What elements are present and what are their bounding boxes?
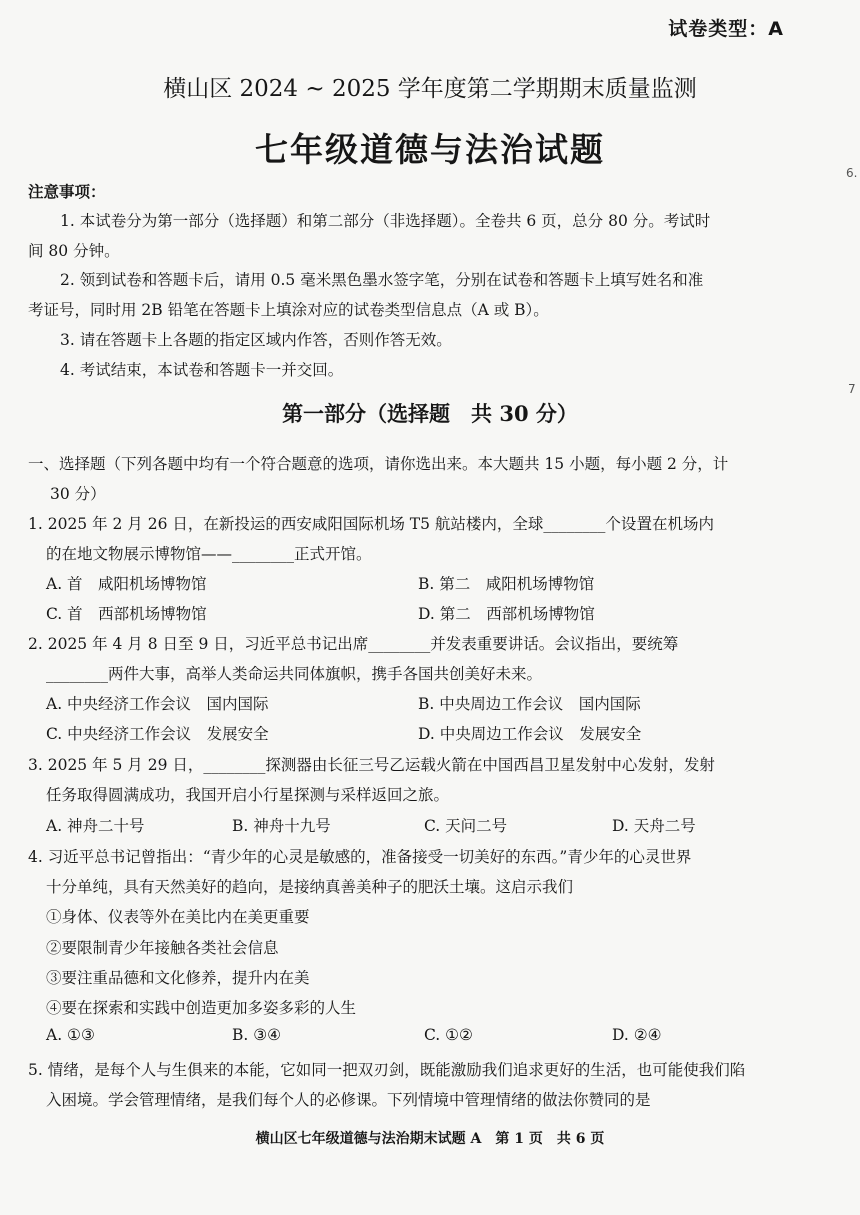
statement-item: ④要在探索和实践中创造更加多姿多彩的人生 bbox=[46, 999, 357, 1017]
instructions-line: 一、选择题（下列各题中均有一个符合题意的选项，请你选出来。本大题共 15 小题，每小题 2 分，计 bbox=[28, 455, 729, 473]
instructions-line: 30 分） bbox=[50, 485, 106, 503]
question-stem: 5. 情绪，是每个人与生俱来的本能，它如同一把双刃剑，既能激励我们追求更好的生活，也可能使我们陷 bbox=[28, 1061, 746, 1079]
note-line: 考证号，同时用 2B 铅笔在答题卡上填涂对应的试卷类型信息点（A 或 B）。 bbox=[28, 301, 549, 319]
note-line: 1. 本试卷分为第一部分（选择题）和第二部分（非选择题）。全卷共 6 页，总分 80 分。考试时 bbox=[60, 212, 711, 230]
paper-type-label: 试卷类型：A bbox=[668, 18, 784, 40]
question-stem: 入困境。学会管理情绪，是我们每个人的必修课。下列情境中管理情绪的做法你赞同的是 bbox=[46, 1091, 651, 1109]
question-stem: 任务取得圆满成功，我国开启小行星探测与采样返回之旅。 bbox=[46, 786, 450, 804]
option-d: D. ②④ bbox=[612, 1026, 662, 1044]
option-c: C. 中央经济工作会议 发展安全 bbox=[46, 725, 269, 743]
option-a: A. 首 咸阳机场博物馆 bbox=[46, 575, 207, 593]
option-b: B. ③④ bbox=[232, 1026, 282, 1044]
question-stem: 2. 2025 年 4 月 8 日至 9 日，习近平总书记出席________并发表重要讲话。会议指出，要统筹 bbox=[28, 635, 679, 653]
note-line: 3. 请在答题卡上各题的指定区域内作答，否则作答无效。 bbox=[60, 331, 452, 349]
question-stem: 3. 2025 年 5 月 29 日，________探测器由长征三号乙运载火箭在中国西昌卫星发射中心发射，发射 bbox=[28, 756, 715, 774]
option-d: D. 中央周边工作会议 发展安全 bbox=[418, 725, 642, 743]
statement-item: ③要注重品德和文化修养，提升内在美 bbox=[46, 969, 310, 987]
note-line: 4. 考试结束，本试卷和答题卡一并交回。 bbox=[60, 361, 344, 379]
note-line: 2. 领到试卷和答题卡后，请用 0.5 毫米黑色墨水签字笔，分别在试卷和答题卡上填写姓名和准 bbox=[60, 271, 704, 289]
option-d: D. 第二 西部机场博物馆 bbox=[418, 605, 595, 623]
question-stem: ________两件大事，高举人类命运共同体旗帜，携手各国共创美好未来。 bbox=[46, 665, 543, 683]
statement-item: ②要限制青少年接触各类社会信息 bbox=[46, 939, 279, 957]
section-title: 第一部分（选择题 共 30 分） bbox=[282, 401, 578, 426]
exam-title: 七年级道德与法治试题 bbox=[255, 130, 605, 169]
option-a: A. 神舟二十号 bbox=[46, 817, 145, 835]
option-d: D. 天舟二号 bbox=[612, 817, 696, 835]
note-line: 间 80 分钟。 bbox=[28, 242, 120, 260]
statement-item: ①身体、仪表等外在美比内在美更重要 bbox=[46, 908, 310, 926]
option-b: B. 神舟十九号 bbox=[232, 817, 331, 835]
option-b: B. 第二 咸阳机场博物馆 bbox=[418, 575, 595, 593]
margin-mark: 7 bbox=[848, 382, 856, 396]
option-a: A. 中央经济工作会议 国内国际 bbox=[46, 695, 269, 713]
option-a: A. ①③ bbox=[46, 1026, 95, 1044]
option-c: C. ①② bbox=[424, 1026, 473, 1044]
question-stem: 1. 2025 年 2 月 26 日，在新投运的西安咸阳国际机场 T5 航站楼内，全球________个设置在机场内 bbox=[28, 515, 714, 533]
page-footer: 横山区七年级道德与法治期末试题 A 第 1 页 共 6 页 bbox=[255, 1131, 605, 1147]
option-c: C. 天问二号 bbox=[424, 817, 508, 835]
exam-subtitle: 横山区 2024 ~ 2025 学年度第二学期期末质量监测 bbox=[163, 76, 697, 102]
question-stem: 的在地文物展示博物馆——________正式开馆。 bbox=[46, 545, 372, 563]
notes-heading: 注意事项： bbox=[28, 182, 106, 201]
margin-mark: 6. bbox=[846, 166, 858, 180]
question-stem: 十分单纯，具有天然美好的趋向，是接纳真善美种子的肥沃土壤。这启示我们 bbox=[46, 878, 574, 896]
question-stem: 4. 习近平总书记曾指出：“青少年的心灵是敏感的，准备接受一切美好的东西。”青少年的心灵世界 bbox=[28, 848, 692, 866]
option-b: B. 中央周边工作会议 国内国际 bbox=[418, 695, 641, 713]
option-c: C. 首 西部机场博物馆 bbox=[46, 605, 207, 623]
